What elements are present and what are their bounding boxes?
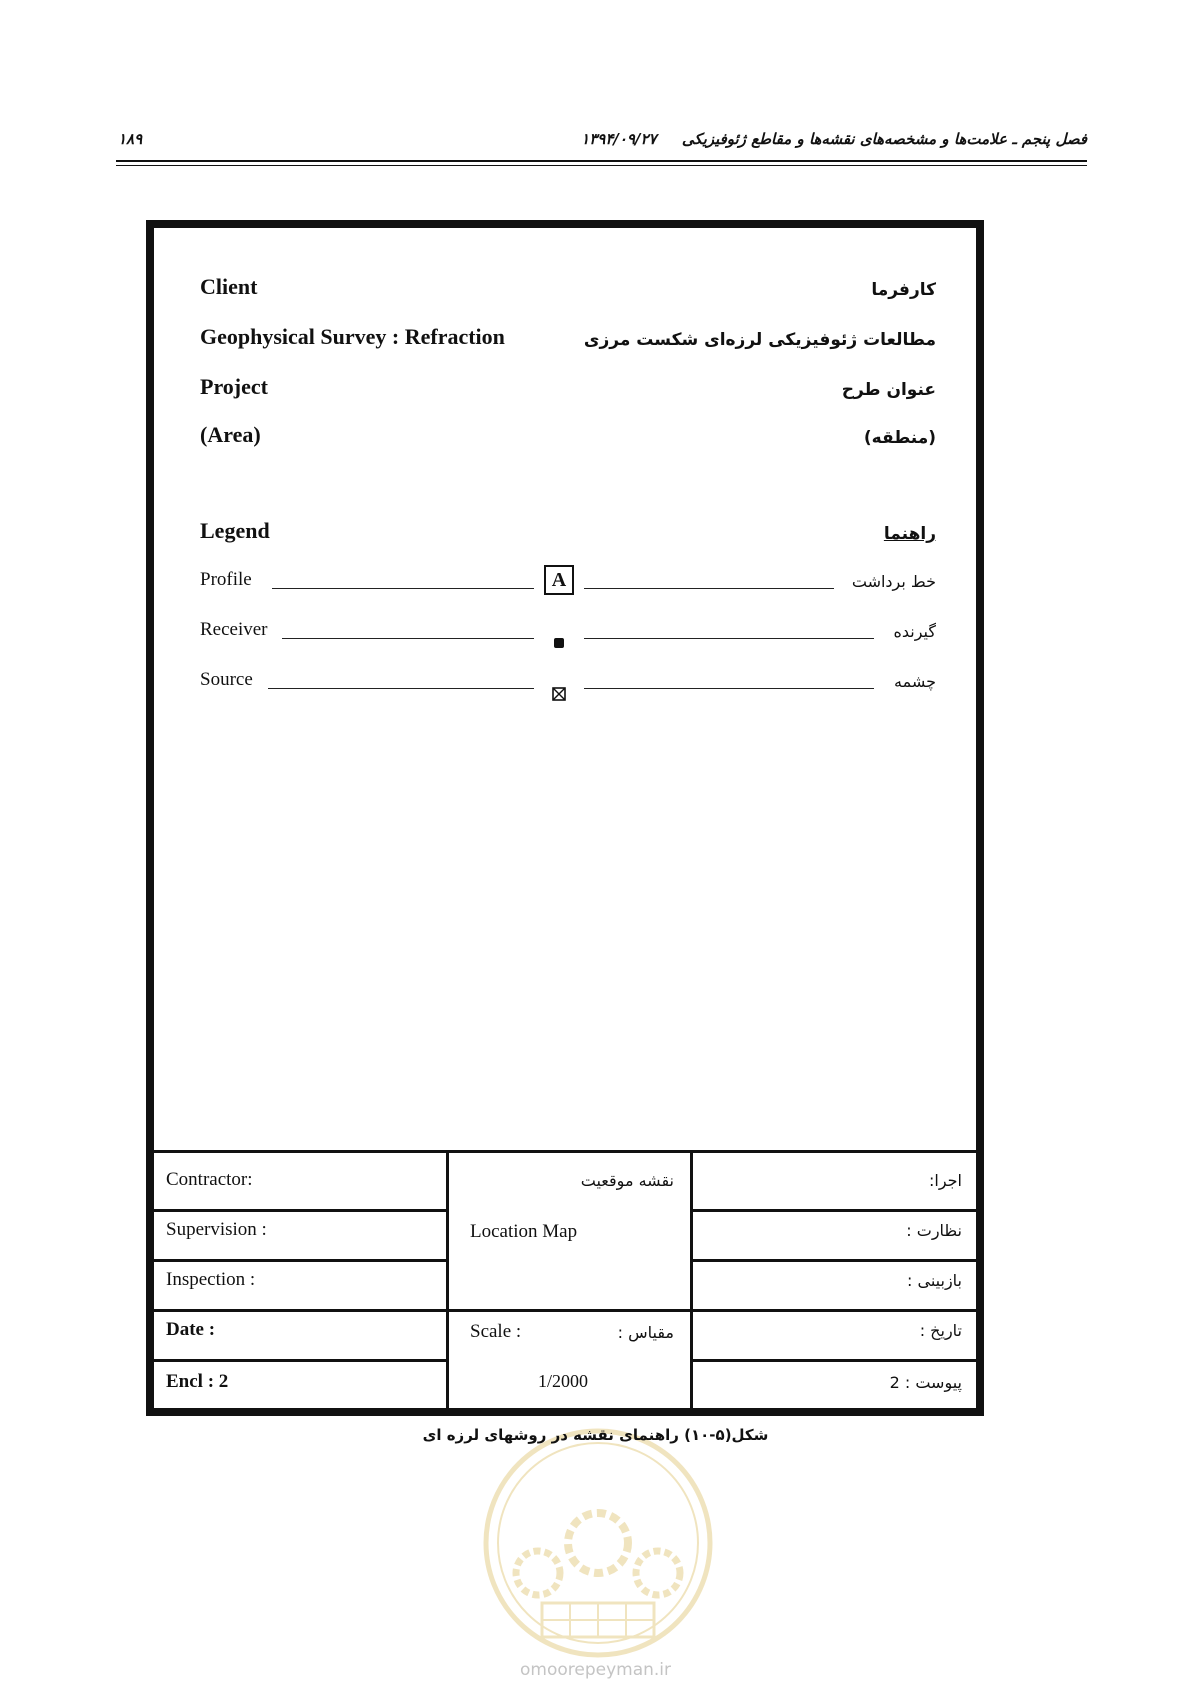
survey-label-en: Geophysical Survey : Refraction xyxy=(200,324,505,349)
legend-profile-line-right xyxy=(584,588,834,589)
legend-source-line-left xyxy=(268,688,534,689)
legend-source-en: Source xyxy=(200,669,253,690)
legend-profile-line-left xyxy=(272,588,534,589)
map-frame xyxy=(146,220,984,1416)
date-en: Date : xyxy=(166,1319,216,1340)
project-label-fa: عنوان طرح xyxy=(841,380,936,400)
title-block-table xyxy=(154,1150,976,1411)
chapter-header xyxy=(581,130,1087,148)
area-label-en: (Area) xyxy=(200,422,261,447)
legend-receiver-en: Receiver xyxy=(200,619,268,640)
legend-receiver-line-right xyxy=(584,638,874,639)
scale-fa: مقیاس : xyxy=(617,1323,674,1342)
table-divider-left xyxy=(446,1153,449,1411)
profile-symbol: A xyxy=(544,565,574,595)
legend-receiver-fa: گیرنده xyxy=(893,622,936,641)
header-date: ۱۳۹۴/۰۹/۲۷ xyxy=(581,130,657,148)
scale-en: Scale : xyxy=(470,1321,522,1342)
gear-scale-seal-icon xyxy=(480,1425,716,1661)
inspection-fa: بازبینی : xyxy=(907,1271,962,1290)
watermark-text: omoorepeyman.ir xyxy=(519,1660,672,1680)
contractor-fa: اجرا: xyxy=(929,1171,962,1190)
supervision-en: Supervision : xyxy=(166,1219,267,1240)
figure-caption: شکل(۵-۱۰) راهنمای نقشه در روشهای لرزه ای xyxy=(422,1426,769,1444)
date-fa: تاریخ : xyxy=(919,1321,962,1340)
project-label-en: Project xyxy=(200,374,268,399)
inspection-en: Inspection : xyxy=(166,1269,256,1290)
scale-value: 1/2000 xyxy=(538,1371,589,1391)
chapter-title: فصل پنجم ـ علامت‌ها و مشخصه‌های نقشه‌ها و مقاطع ژئوفیزیکی xyxy=(681,130,1087,148)
client-label-fa: کارفرما xyxy=(871,280,936,300)
legend-title-fa: راهنما xyxy=(883,524,936,544)
table-divider-right xyxy=(690,1153,693,1411)
location-map-en: Location Map xyxy=(470,1221,578,1242)
legend-profile-en: Profile xyxy=(200,569,252,590)
source-symbol-icon xyxy=(552,687,566,701)
client-label-en: Client xyxy=(200,274,258,299)
encl-fa: پیوست : 2 xyxy=(889,1373,962,1392)
legend-profile-fa: خط برداشت xyxy=(851,572,936,591)
legend-receiver-line-left xyxy=(282,638,534,639)
header-rule-thin xyxy=(116,165,1087,166)
legend-title-en: Legend xyxy=(200,518,270,543)
survey-label-fa: مطالعات ژئوفیزیکی لرزه‌ای شکست مرزی xyxy=(583,330,936,350)
location-map-fa: نقشه موقعیت xyxy=(580,1171,674,1190)
supervision-fa: نظارت : xyxy=(906,1221,962,1240)
legend-source-fa: چشمه xyxy=(894,672,936,691)
header-rule xyxy=(116,160,1087,162)
legend-source-line-right xyxy=(584,688,874,689)
area-label-fa: (منطقه) xyxy=(863,428,936,448)
encl-en: Encl : 2 xyxy=(166,1371,229,1392)
page-number: ۱۸۹ xyxy=(118,130,143,148)
receiver-symbol-icon xyxy=(554,638,564,648)
contractor-en: Contractor: xyxy=(166,1169,253,1190)
